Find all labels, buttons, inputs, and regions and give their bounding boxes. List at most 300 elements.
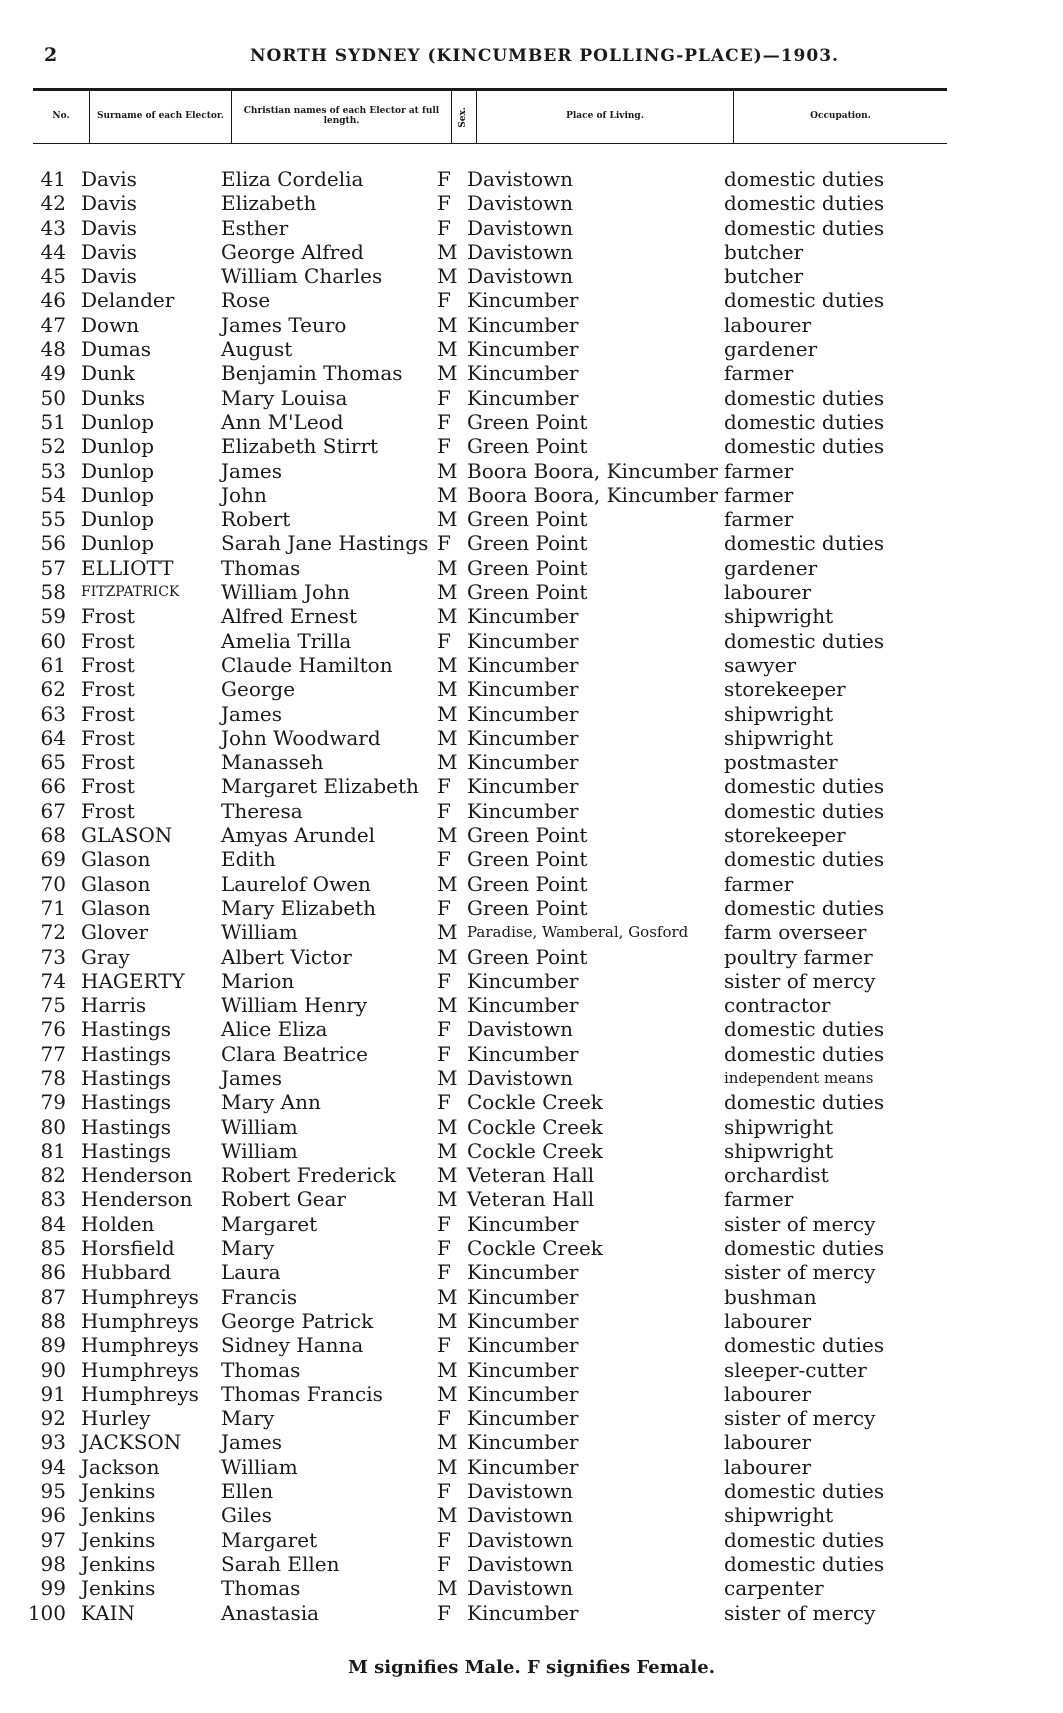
table-row <box>0 1552 1063 1576</box>
entry-number: 78 <box>40 1065 66 1090</box>
sex: F <box>437 167 451 191</box>
table-row <box>0 167 1063 191</box>
sex: F <box>437 1600 451 1625</box>
sex: M <box>437 1065 458 1090</box>
sex: M <box>437 580 458 605</box>
place-of-living: Kincumber <box>467 385 579 410</box>
occupation: sister of mercy <box>724 1211 876 1236</box>
christian-names: William <box>221 1114 298 1139</box>
table-row <box>0 1382 1063 1406</box>
surname: Hastings <box>81 1065 172 1090</box>
occupation: domestic duties <box>724 1527 885 1552</box>
table-row <box>0 1576 1063 1600</box>
christian-names: William <box>221 920 298 945</box>
occupation: domestic duties <box>724 1041 885 1066</box>
header-no: No. <box>33 91 90 143</box>
occupation: domestic duties <box>724 1090 885 1115</box>
table-row <box>0 847 1063 871</box>
sex: M <box>437 652 458 677</box>
surname: Hastings <box>81 1090 172 1115</box>
surname: Frost <box>81 604 135 629</box>
surname: Davis <box>81 167 137 191</box>
sex: M <box>437 725 458 750</box>
entry-number: 68 <box>40 823 66 848</box>
place-of-living: Paradise, Wamberal, Gosford <box>467 923 689 942</box>
place-of-living: Cockle Creek <box>467 1138 603 1163</box>
christian-names: Alfred Ernest <box>221 604 357 629</box>
christian-names: Francis <box>221 1284 298 1309</box>
occupation: domestic duties <box>724 531 885 556</box>
christian-names: Theresa <box>221 798 303 823</box>
sex: F <box>437 895 451 920</box>
christian-names: Rose <box>221 288 271 313</box>
surname: Dunlop <box>81 531 155 556</box>
entry-number: 82 <box>40 1163 66 1188</box>
table-row <box>0 580 1063 604</box>
occupation: domestic duties <box>724 798 885 823</box>
table-row <box>0 1528 1063 1552</box>
sex: F <box>437 531 451 556</box>
surname: Dunks <box>81 385 146 410</box>
christian-names: Claude Hamilton <box>221 652 393 677</box>
table-row <box>0 1187 1063 1211</box>
elector-list <box>0 167 1063 1625</box>
table-row <box>0 1090 1063 1114</box>
christian-names: August <box>221 337 293 362</box>
entry-number: 73 <box>40 944 66 969</box>
christian-names: Albert Victor <box>221 944 352 969</box>
sex-legend: M signifies Male. F signifies Female. <box>347 1657 715 1678</box>
place-of-living: Kincumber <box>467 774 579 799</box>
christian-names: Eliza Cordelia <box>221 167 364 191</box>
entry-number: 97 <box>40 1527 66 1552</box>
entry-number: 69 <box>40 847 66 872</box>
place-of-living: Davistown <box>467 215 573 240</box>
christian-names: James <box>221 701 283 726</box>
sex: M <box>437 1138 458 1163</box>
header-surname: Surname of each Elector. <box>90 91 232 143</box>
entry-number: 80 <box>40 1114 66 1139</box>
sex: F <box>437 191 451 216</box>
entry-number: 52 <box>40 434 66 459</box>
surname: Hastings <box>81 1017 172 1042</box>
entry-number: 87 <box>40 1284 66 1309</box>
entry-number: 55 <box>40 507 66 532</box>
entry-number: 67 <box>40 798 66 823</box>
surname: Glason <box>81 847 151 872</box>
surname: Frost <box>81 725 135 750</box>
surname: Jenkins <box>81 1576 156 1601</box>
christian-names: Sarah Jane Hastings <box>221 531 429 556</box>
place-of-living: Kincumber <box>467 1284 579 1309</box>
surname: Frost <box>81 798 135 823</box>
entry-number: 70 <box>40 871 66 896</box>
sex: M <box>437 944 458 969</box>
table-row <box>0 1333 1063 1357</box>
place-of-living: Green Point <box>467 847 588 872</box>
occupation: contractor <box>724 993 831 1018</box>
christian-names: Amelia Trilla <box>221 628 352 653</box>
occupation: domestic duties <box>724 215 885 240</box>
entry-number: 100 <box>27 1600 66 1625</box>
table-row <box>0 653 1063 677</box>
surname: Frost <box>81 701 135 726</box>
entry-number: 74 <box>40 968 66 993</box>
sex: M <box>437 677 458 702</box>
place-of-living: Kincumber <box>467 1406 579 1431</box>
table-row <box>0 531 1063 555</box>
table-row <box>0 1455 1063 1479</box>
christian-names: Robert Gear <box>221 1187 346 1212</box>
occupation: labourer <box>724 1454 812 1479</box>
table-row <box>0 1163 1063 1187</box>
place-of-living: Davistown <box>467 1576 573 1601</box>
sex: M <box>437 701 458 726</box>
entry-number: 72 <box>40 920 66 945</box>
occupation: butcher <box>724 239 804 264</box>
place-of-living: Kincumber <box>467 604 579 629</box>
surname: KAIN <box>81 1600 135 1625</box>
occupation: gardener <box>724 555 818 580</box>
occupation: butcher <box>724 264 804 289</box>
entry-number: 89 <box>40 1333 66 1358</box>
entry-number: 86 <box>40 1260 66 1285</box>
surname: Glason <box>81 895 151 920</box>
occupation: shipwright <box>724 725 834 750</box>
sex: M <box>437 337 458 362</box>
header-place: Place of Living. <box>477 91 734 143</box>
entry-number: 92 <box>40 1406 66 1431</box>
sex: M <box>437 1430 458 1455</box>
occupation: shipwright <box>724 1503 834 1528</box>
surname: Humphreys <box>81 1381 199 1406</box>
surname: Jenkins <box>81 1503 156 1528</box>
surname: Harris <box>81 993 147 1018</box>
table-row <box>0 774 1063 798</box>
christian-names: Mary Ann <box>221 1090 321 1115</box>
entry-number: 65 <box>40 750 66 775</box>
sex: F <box>437 215 451 240</box>
place-of-living: Kincumber <box>467 1333 579 1358</box>
entry-number: 75 <box>40 993 66 1018</box>
entry-number: 79 <box>40 1090 66 1115</box>
sex: F <box>437 1017 451 1042</box>
occupation: domestic duties <box>724 409 885 434</box>
table-row <box>0 410 1063 434</box>
table-row <box>0 288 1063 312</box>
sex: M <box>437 361 458 386</box>
christian-names: Manasseh <box>221 750 324 775</box>
surname: Glason <box>81 871 151 896</box>
occupation: domestic duties <box>724 847 885 872</box>
occupation: domestic duties <box>724 1017 885 1042</box>
sex: M <box>437 1454 458 1479</box>
place-of-living: Davistown <box>467 191 573 216</box>
table-row <box>0 1260 1063 1284</box>
table-row <box>0 872 1063 896</box>
surname: Dunlop <box>81 409 155 434</box>
entry-number: 94 <box>40 1454 66 1479</box>
entry-number: 64 <box>40 725 66 750</box>
sex: F <box>437 409 451 434</box>
occupation: domestic duties <box>724 895 885 920</box>
table-row <box>0 1042 1063 1066</box>
entry-number: 43 <box>40 215 66 240</box>
place-of-living: Kincumber <box>467 652 579 677</box>
surname: Jenkins <box>81 1479 156 1504</box>
christian-names: James <box>221 1430 283 1455</box>
table-row <box>0 896 1063 920</box>
surname: Davis <box>81 239 137 264</box>
occupation: gardener <box>724 337 818 362</box>
occupation: storekeeper <box>724 823 846 848</box>
surname: Frost <box>81 750 135 775</box>
surname: Jenkins <box>81 1527 156 1552</box>
sex: M <box>437 555 458 580</box>
place-of-living: Green Point <box>467 409 588 434</box>
christian-names: Mary Louisa <box>221 385 348 410</box>
place-of-living: Kincumber <box>467 1357 579 1382</box>
christian-names: John <box>221 482 267 507</box>
christian-names: Margaret Elizabeth <box>221 774 419 799</box>
sex: M <box>437 920 458 945</box>
table-row <box>0 750 1063 774</box>
table-row <box>0 483 1063 507</box>
table-row <box>0 993 1063 1017</box>
sex: F <box>437 628 451 653</box>
table-row <box>0 823 1063 847</box>
place-of-living: Kincumber <box>467 1211 579 1236</box>
sex: M <box>437 482 458 507</box>
sex: M <box>437 1114 458 1139</box>
occupation: sleeper-cutter <box>724 1357 867 1382</box>
christian-names: William <box>221 1138 298 1163</box>
table-row <box>0 337 1063 361</box>
table-row <box>0 1017 1063 1041</box>
occupation: labourer <box>724 580 812 605</box>
surname: Frost <box>81 677 135 702</box>
sex: M <box>437 1308 458 1333</box>
entry-number: 53 <box>40 458 66 483</box>
table-row <box>0 191 1063 215</box>
sex: M <box>437 1357 458 1382</box>
occupation: sister of mercy <box>724 1260 876 1285</box>
christian-names: Anastasia <box>221 1600 320 1625</box>
christian-names: Mary <box>221 1406 275 1431</box>
christian-names: Amyas Arundel <box>221 823 376 848</box>
table-row <box>0 240 1063 264</box>
occupation: shipwright <box>724 1114 834 1139</box>
table-row <box>0 629 1063 653</box>
entry-number: 96 <box>40 1503 66 1528</box>
table-row <box>0 1358 1063 1382</box>
entry-number: 93 <box>40 1430 66 1455</box>
entry-number: 60 <box>40 628 66 653</box>
sex: F <box>437 1527 451 1552</box>
entry-number: 62 <box>40 677 66 702</box>
surname: Holden <box>81 1211 155 1236</box>
table-row <box>0 1285 1063 1309</box>
christian-names: William John <box>221 580 350 605</box>
sex: F <box>437 968 451 993</box>
place-of-living: Green Point <box>467 895 588 920</box>
place-of-living: Green Point <box>467 823 588 848</box>
sex: M <box>437 1163 458 1188</box>
table-row <box>0 1503 1063 1527</box>
table-row <box>0 1601 1063 1625</box>
column-headers <box>33 88 947 144</box>
christian-names: Clara Beatrice <box>221 1041 368 1066</box>
sex: F <box>437 774 451 799</box>
surname: Davis <box>81 264 137 289</box>
entry-number: 90 <box>40 1357 66 1382</box>
entry-number: 48 <box>40 337 66 362</box>
place-of-living: Kincumber <box>467 1260 579 1285</box>
surname: Henderson <box>81 1163 193 1188</box>
place-of-living: Kincumber <box>467 993 579 1018</box>
place-of-living: Veteran Hall <box>467 1187 595 1212</box>
entry-number: 59 <box>40 604 66 629</box>
place-of-living: Kincumber <box>467 337 579 362</box>
place-of-living: Green Point <box>467 871 588 896</box>
place-of-living: Davistown <box>467 1527 573 1552</box>
place-of-living: Veteran Hall <box>467 1163 595 1188</box>
sex: F <box>437 798 451 823</box>
table-row <box>0 1430 1063 1454</box>
entry-number: 54 <box>40 482 66 507</box>
christian-names: Esther <box>221 215 289 240</box>
christian-names: Sidney Hanna <box>221 1333 364 1358</box>
place-of-living: Cockle Creek <box>467 1114 603 1139</box>
surname: Delander <box>81 288 175 313</box>
surname: Hastings <box>81 1041 172 1066</box>
christian-names: Laura <box>221 1260 281 1285</box>
table-row <box>0 1212 1063 1236</box>
surname: Humphreys <box>81 1357 199 1382</box>
occupation: labourer <box>724 1381 812 1406</box>
sex: M <box>437 507 458 532</box>
place-of-living: Green Point <box>467 531 588 556</box>
entry-number: 83 <box>40 1187 66 1212</box>
sex: M <box>437 264 458 289</box>
place-of-living: Green Point <box>467 580 588 605</box>
table-row <box>0 969 1063 993</box>
occupation: sister of mercy <box>724 968 876 993</box>
surname: Gray <box>81 944 130 969</box>
table-row <box>0 1406 1063 1430</box>
christian-names: Robert <box>221 507 291 532</box>
sex: M <box>437 750 458 775</box>
table-row <box>0 1139 1063 1163</box>
entry-number: 45 <box>40 264 66 289</box>
christian-names: Edith <box>221 847 276 872</box>
christian-names: Thomas <box>221 1576 301 1601</box>
table-row <box>0 507 1063 531</box>
sex: F <box>437 1090 451 1115</box>
occupation: shipwright <box>724 1138 834 1163</box>
sex: M <box>437 604 458 629</box>
entry-number: 99 <box>40 1576 66 1601</box>
sex: M <box>437 993 458 1018</box>
place-of-living: Kincumber <box>467 312 579 337</box>
surname: Henderson <box>81 1187 193 1212</box>
christian-names: Laurelof Owen <box>221 871 371 896</box>
occupation: farmer <box>724 458 794 483</box>
occupation: labourer <box>724 1308 812 1333</box>
surname: Humphreys <box>81 1284 199 1309</box>
surname: Hubbard <box>81 1260 172 1285</box>
page-number: 2 <box>44 44 58 66</box>
occupation: farmer <box>724 507 794 532</box>
occupation: farmer <box>724 361 794 386</box>
entry-number: 61 <box>40 652 66 677</box>
occupation: farmer <box>724 871 794 896</box>
christian-names: Thomas <box>221 555 301 580</box>
table-row <box>0 459 1063 483</box>
surname: Glover <box>81 920 149 945</box>
entry-number: 85 <box>40 1236 66 1261</box>
header-sex-label: Sex. <box>458 106 469 128</box>
table-row <box>0 1236 1063 1260</box>
place-of-living: Kincumber <box>467 1308 579 1333</box>
entry-number: 57 <box>40 555 66 580</box>
table-row <box>0 945 1063 969</box>
place-of-living: Kincumber <box>467 1454 579 1479</box>
occupation: poultry farmer <box>724 944 873 969</box>
table-row <box>0 386 1063 410</box>
place-of-living: Davistown <box>467 1065 573 1090</box>
surname: Jackson <box>81 1454 160 1479</box>
place-of-living: Davistown <box>467 239 573 264</box>
occupation: domestic duties <box>724 385 885 410</box>
sex: F <box>437 847 451 872</box>
occupation: farmer <box>724 482 794 507</box>
surname: Hurley <box>81 1406 151 1431</box>
place-of-living: Davistown <box>467 167 573 191</box>
entry-number: 84 <box>40 1211 66 1236</box>
place-of-living: Kincumber <box>467 1041 579 1066</box>
entry-number: 76 <box>40 1017 66 1042</box>
sex: F <box>437 1479 451 1504</box>
surname: JACKSON <box>81 1430 182 1455</box>
christian-names: Elizabeth Stirrt <box>221 434 379 459</box>
christian-names: James Teuro <box>221 312 347 337</box>
place-of-living: Davistown <box>467 1479 573 1504</box>
christian-names: Marion <box>221 968 295 993</box>
surname: Humphreys <box>81 1308 199 1333</box>
place-of-living: Kincumber <box>467 677 579 702</box>
occupation: independent means <box>724 1068 874 1087</box>
place-of-living: Green Point <box>467 507 588 532</box>
surname: Frost <box>81 628 135 653</box>
surname: Frost <box>81 774 135 799</box>
entry-number: 46 <box>40 288 66 313</box>
place-of-living: Kincumber <box>467 288 579 313</box>
page-title: NORTH SYDNEY (KINCUMBER POLLING-PLACE)—1903. <box>250 46 839 66</box>
occupation: domestic duties <box>724 167 885 191</box>
entry-number: 95 <box>40 1479 66 1504</box>
sex: M <box>437 871 458 896</box>
sex: M <box>437 312 458 337</box>
surname: Dumas <box>81 337 152 362</box>
christian-names: James <box>221 458 283 483</box>
sex: M <box>437 1381 458 1406</box>
surname: Hastings <box>81 1138 172 1163</box>
entry-number: 66 <box>40 774 66 799</box>
surname: Frost <box>81 652 135 677</box>
table-row <box>0 216 1063 240</box>
place-of-living: Kincumber <box>467 361 579 386</box>
